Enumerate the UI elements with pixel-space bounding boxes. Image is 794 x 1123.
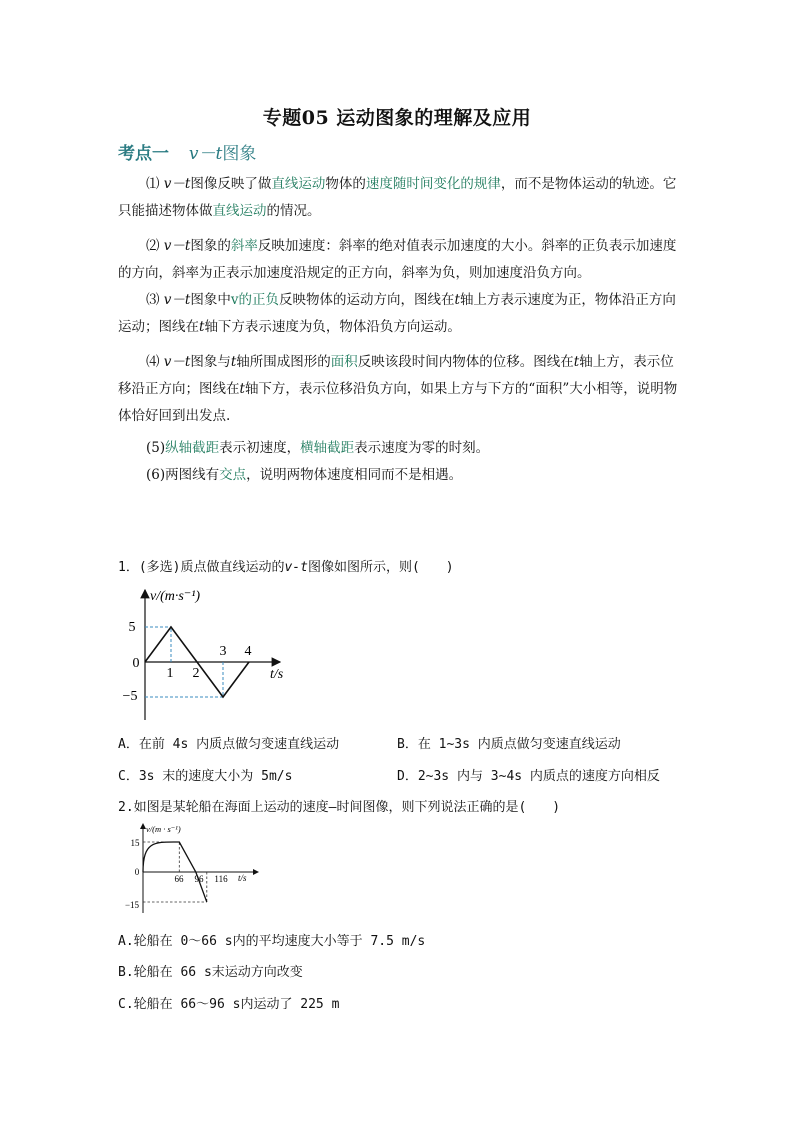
section-label: 考点一 bbox=[118, 144, 169, 164]
chart-1-ytick-0: 0 bbox=[132, 656, 140, 671]
chart-1-xtick-2: 2 bbox=[192, 666, 200, 681]
p1-highlight: 速度随时间变化的规律 bbox=[365, 176, 501, 192]
p2-text: 反映加速度：斜率的绝对值表示加速度的大小。斜率的正负表示加速度的方向，斜率为正表示加速度沿规定的正方向，斜率为负，则加速度沿负方向。 bbox=[118, 238, 677, 281]
p3-symbol: t bbox=[199, 319, 205, 335]
p4-symbol: t bbox=[573, 354, 580, 370]
p3-symbol: t bbox=[454, 292, 460, 308]
p1-text: 的情况。 bbox=[266, 203, 321, 219]
p1-symbol: v－t bbox=[163, 176, 191, 192]
section-heading bbox=[118, 139, 256, 164]
p1-text: 物体的 bbox=[325, 176, 366, 192]
q2-option-a[interactable]: A.轮船在 0～66 s内的平均速度大小等于 7.5 m/s bbox=[118, 934, 426, 949]
chart-2-xtick-66: 66 bbox=[174, 874, 184, 884]
chart-1-xtick-3: 3 bbox=[219, 644, 227, 659]
p5-highlight: 纵轴截距 bbox=[165, 440, 220, 456]
p2-highlight: 斜率 bbox=[230, 238, 258, 254]
p1-highlight: 直线运动 bbox=[271, 176, 326, 192]
p3-text: 轴上方表示速度为正，物体沿正方向运动；图线在 bbox=[118, 292, 676, 335]
q1-option-d[interactable]: D．2~3s 内与 3~4s 内质点的速度方向相反 bbox=[397, 769, 660, 784]
p6-highlight: 交点 bbox=[219, 467, 247, 483]
chart-1-vt bbox=[118, 582, 318, 724]
chart-1-ylabel: v/(m·s⁻¹) bbox=[150, 589, 201, 604]
chart-2-ytick-15: 15 bbox=[130, 838, 140, 848]
chart-2-vt bbox=[118, 820, 268, 915]
chart-1-ytick-5: 5 bbox=[128, 620, 136, 635]
section-rest: 图象 bbox=[222, 144, 257, 164]
p4-text: 反映该段时间内物体的位移。图线在 bbox=[357, 354, 574, 370]
q1-stem-text: 1．(多选)质点做直线运动的 bbox=[118, 560, 285, 575]
q2-option-c[interactable]: C.轮船在 66～96 s内运动了 225 m bbox=[118, 997, 340, 1012]
chart-2-xtick-96: 96 bbox=[194, 874, 204, 884]
q2-option-b[interactable]: B.轮船在 66 s末运动方向改变 bbox=[118, 965, 303, 980]
p4-text: 轴所围成图形的 bbox=[236, 354, 331, 370]
p1-highlight: 直线运动 bbox=[212, 203, 267, 219]
p4-text: 图象与 bbox=[190, 354, 231, 370]
p4-symbol: v－t bbox=[163, 354, 191, 370]
paragraph-1 bbox=[118, 171, 678, 225]
p4-text: 轴下方，表示位移沿负方向，如果上方与下方的“面积”大小相等，说明物体恰好回到出发点. bbox=[118, 381, 678, 424]
p2-text: ⑵ bbox=[146, 238, 164, 254]
question-1-stem bbox=[118, 556, 454, 575]
q1-option-a[interactable]: A．在前 4s 内质点做匀变速直线运动 bbox=[118, 737, 340, 752]
p4-text: 轴上方，表示位移沿正方向；图线在 bbox=[118, 354, 674, 397]
chart-2-xtick-116: 116 bbox=[214, 874, 228, 884]
p5-text: 表示速度为零的时刻。 bbox=[354, 440, 490, 456]
p2-text: 图象的 bbox=[190, 238, 231, 254]
q1-option-b[interactable]: B．在 1~3s 内质点做匀变速直线运动 bbox=[397, 737, 621, 752]
question-2-stem: 2.如图是某轮船在海面上运动的速度—时间图像，则下列说法正确的是( ) bbox=[118, 800, 561, 815]
chart-2-ytick-0: 0 bbox=[134, 867, 140, 877]
paragraph-3 bbox=[118, 287, 678, 341]
p3-text: 反映物体的运动方向，图线在 bbox=[279, 292, 455, 308]
chart-1-xlabel: t/s bbox=[270, 667, 284, 682]
p6-text: ，说明两物体速度相同而不是相遇。 bbox=[246, 467, 463, 483]
p4-symbol: t bbox=[230, 354, 237, 370]
p3-text: 图象中 bbox=[190, 292, 231, 308]
p3-highlight: v的正负 bbox=[230, 292, 279, 308]
p1-text: ，而不是物体运动的轨迹。它只能描述物体做 bbox=[118, 176, 677, 219]
p2-symbol: v－t bbox=[163, 238, 191, 254]
p4-symbol: t bbox=[239, 381, 245, 397]
p5-highlight: 横轴截距 bbox=[300, 440, 355, 456]
chart-2-xlabel: t/s bbox=[238, 873, 247, 883]
q1-option-c[interactable]: C．3s 末的速度大小为 5m/s bbox=[118, 769, 293, 784]
p5-text: (5) bbox=[146, 440, 166, 456]
p3-text: 轴下方表示速度为负，物体沿负方向运动。 bbox=[204, 319, 461, 335]
chart-2-ytick-neg15: −15 bbox=[124, 900, 140, 910]
chart-1-ytick-neg5: −5 bbox=[122, 689, 138, 704]
page-title: 专题05 运动图象的理解及应用 bbox=[262, 107, 532, 129]
p5-text: 表示初速度， bbox=[219, 440, 301, 456]
p6-text: (6)两图线有 bbox=[146, 467, 220, 483]
chart-2-ylabel: v/(m · s⁻¹) bbox=[146, 824, 181, 834]
q1-stem-symbol: v-t bbox=[284, 560, 308, 575]
chart-1-xtick-1: 1 bbox=[166, 666, 174, 681]
p3-symbol: v－t bbox=[163, 292, 191, 308]
chart-1-xtick-4: 4 bbox=[244, 644, 252, 659]
p4-text: ⑷ bbox=[146, 354, 164, 370]
paragraph-4 bbox=[118, 349, 678, 430]
p1-text: ⑴ bbox=[146, 176, 164, 192]
p3-text: ⑶ bbox=[146, 292, 164, 308]
section-symbol: v－t bbox=[188, 144, 223, 164]
q1-stem-text: 图像如图所示，则( ) bbox=[307, 560, 454, 575]
paragraph-5 bbox=[118, 435, 678, 462]
p4-highlight: 面积 bbox=[330, 354, 358, 370]
paragraph-6 bbox=[118, 462, 678, 489]
p1-text: 图像反映了做 bbox=[190, 176, 272, 192]
paragraph-2 bbox=[118, 233, 678, 287]
